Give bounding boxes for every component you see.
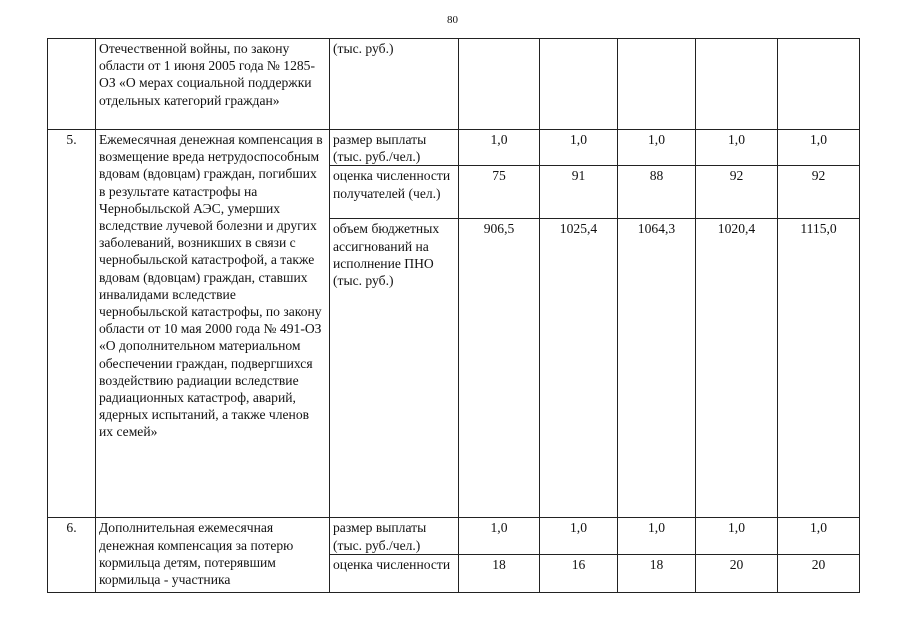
row-description: Дополнительная ежемесячная денежная компенсация за потерю кормильца детям, потерявшим кормильца - участника: [96, 518, 330, 592]
indicator-label: оценка численности: [330, 554, 459, 592]
value-cell: 75: [459, 166, 540, 219]
value-cell: [618, 39, 696, 130]
value-cell: 1,0: [540, 518, 618, 554]
value-cell: 92: [696, 166, 778, 219]
value-cell: 1,0: [459, 130, 540, 166]
value-cell: 1020,4: [696, 219, 778, 518]
value-cell: 1,0: [696, 130, 778, 166]
value-cell: 1025,4: [540, 219, 618, 518]
value-cell: 20: [778, 554, 860, 592]
value-cell: [459, 39, 540, 130]
row-number: [48, 39, 96, 130]
page-number: 80: [447, 14, 458, 26]
row-number: 5.: [48, 130, 96, 518]
indicator-label: размер выплаты (тыс. руб./чел.): [330, 518, 459, 554]
value-cell: 92: [778, 166, 860, 219]
value-cell: 1,0: [459, 518, 540, 554]
value-cell: 1,0: [618, 130, 696, 166]
row-number: 6.: [48, 518, 96, 592]
value-cell: 1,0: [618, 518, 696, 554]
value-cell: 1,0: [778, 130, 860, 166]
value-cell: 1115,0: [778, 219, 860, 518]
value-cell: 906,5: [459, 219, 540, 518]
value-cell: 1064,3: [618, 219, 696, 518]
table-row: [48, 39, 860, 130]
value-cell: 16: [540, 554, 618, 592]
value-cell: 18: [618, 554, 696, 592]
value-cell: 1,0: [778, 518, 860, 554]
value-cell: [778, 39, 860, 130]
allowances-table: [47, 38, 860, 593]
indicator-label: объем бюджетных ассигнований на исполнение ПНО (тыс. руб.): [330, 219, 459, 518]
indicator-label: размер выплаты (тыс. руб./чел.): [330, 130, 459, 166]
value-cell: 88: [618, 166, 696, 219]
row-description: Ежемесячная денежная компенсация в возмещение вреда нетрудоспособным вдовам (вдовцам) граждан, погибших в результате катастрофы на Чернобыльской АЭС, умерших вследствие лучевой болезни и других заболеваний, возникших в связи с чернобыльской катастрофой, а также вдовам (вдовцам) граждан, ставших инвалидами вследствие чернобыльской катастрофы, по закону области от 10 мая 2000 года № 491-ОЗ «О дополнительном материальном обеспечении граждан, подвергшихся воздействию радиации вследствие радиационных катастроф, аварий, ядерных испытаний, а также членов их семей»: [96, 130, 330, 518]
value-cell: 91: [540, 166, 618, 219]
table-row: [48, 518, 860, 554]
indicator-label: оценка численности получателей (чел.): [330, 166, 459, 219]
value-cell: 1,0: [540, 130, 618, 166]
value-cell: 20: [696, 554, 778, 592]
value-cell: [540, 39, 618, 130]
value-cell: [696, 39, 778, 130]
indicator-label: (тыс. руб.): [330, 39, 459, 130]
table-row: [48, 130, 860, 166]
value-cell: 18: [459, 554, 540, 592]
value-cell: 1,0: [696, 518, 778, 554]
row-description: Отечественной войны, по закону области от 1 июня 2005 года № 1285-ОЗ «О мерах социальной поддержки отдельных категорий граждан»: [96, 39, 330, 130]
